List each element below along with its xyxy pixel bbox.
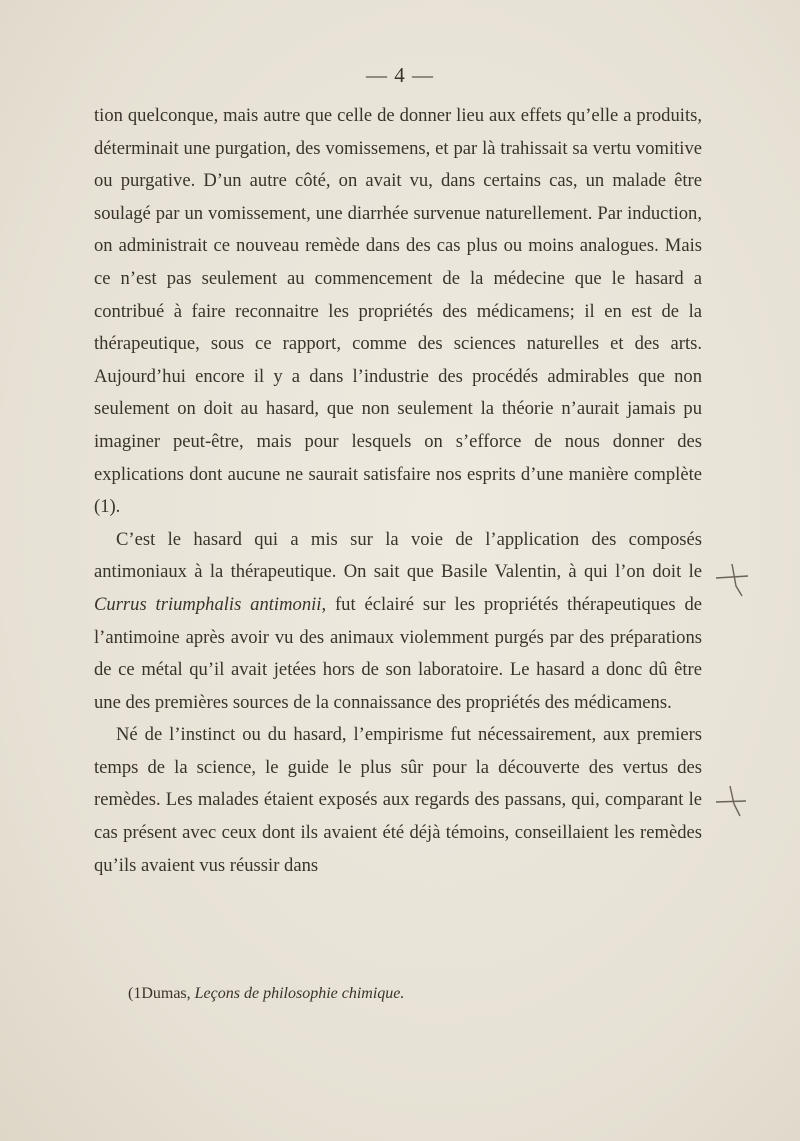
page-number: — 4 — [366,63,434,87]
paragraph-2-text-b: , fut éclairé sur les propriétés thérapeutiques de l’antimoine après avoir vu des animaux violemment purgés par des préparations de ce métal qu’il avait jetées hors de son laboratoire. Le hasard a donc dû être une des premières sources de la connaissance des propriétés des médicamens. [94,593,702,713]
pen-mark-icon [712,782,752,822]
body-text [94,100,702,882]
paragraph-1-text: tion quelconque, mais autre que celle de donner lieu aux effets qu’elle a produits, déterminait une purgation, des vomissemens, et par là trahissait sa vertu vomitive ou purgative. D’un autre côté, on avait vu, dans certains cas, un malade être soulagé par un vomissement, une diarrhée survenue naturellement. Par induction, on administrait ce nouveau remède dans des cas plus ou moins analogues. Mais ce n’est pas seulement au commencement de la médecine que le hasard a contribué à faire reconnaitre les propriétés des médicamens; il en est de la thérapeutique, sous ce rapport, comme des sciences naturelles et des arts. Aujourd’hui encore il y a dans l’industrie des procédés admirables que non seulement on doit au hasard, que non seulement la théorie n’aurait jamais pu imaginer peut-être, mais pour lesquels on s’efforce de nous donner des explications dont aucune ne saurait satisfaire nos esprits d’une manière complète (1). [94,105,702,518]
book-title-italic: Currus triumphalis antimonii [94,593,322,615]
paragraph-2 [94,524,702,720]
paragraph-2-text-a: C’est le hasard qui a mis sur la voie de l’application des composés antimoniaux à la thérapeutique. On sait que Basile Valentin, à qui l’on doit le [94,528,702,583]
paragraph-3-text: Né de l’instinct ou du hasard, l’empirisme fut nécessairement, aux premiers temps de la science, le guide le plus sûr pour la découverte des vertus des remèdes. Les malades étaient exposés aux regards des passans, qui, comparant le cas présent avec ceux dont ils avaient été déjà témoins, conseillaient les remèdes qu’ils avaient vus réussir dans [94,724,702,876]
footnote-title: Leçons de philosophie chimique. [194,985,405,1002]
footnote-prefix: (1Dumas, [128,985,191,1002]
pen-mark-icon [712,558,752,598]
paragraph-1 [94,100,702,524]
paragraph-3 [94,719,702,882]
footnote [128,985,404,1003]
